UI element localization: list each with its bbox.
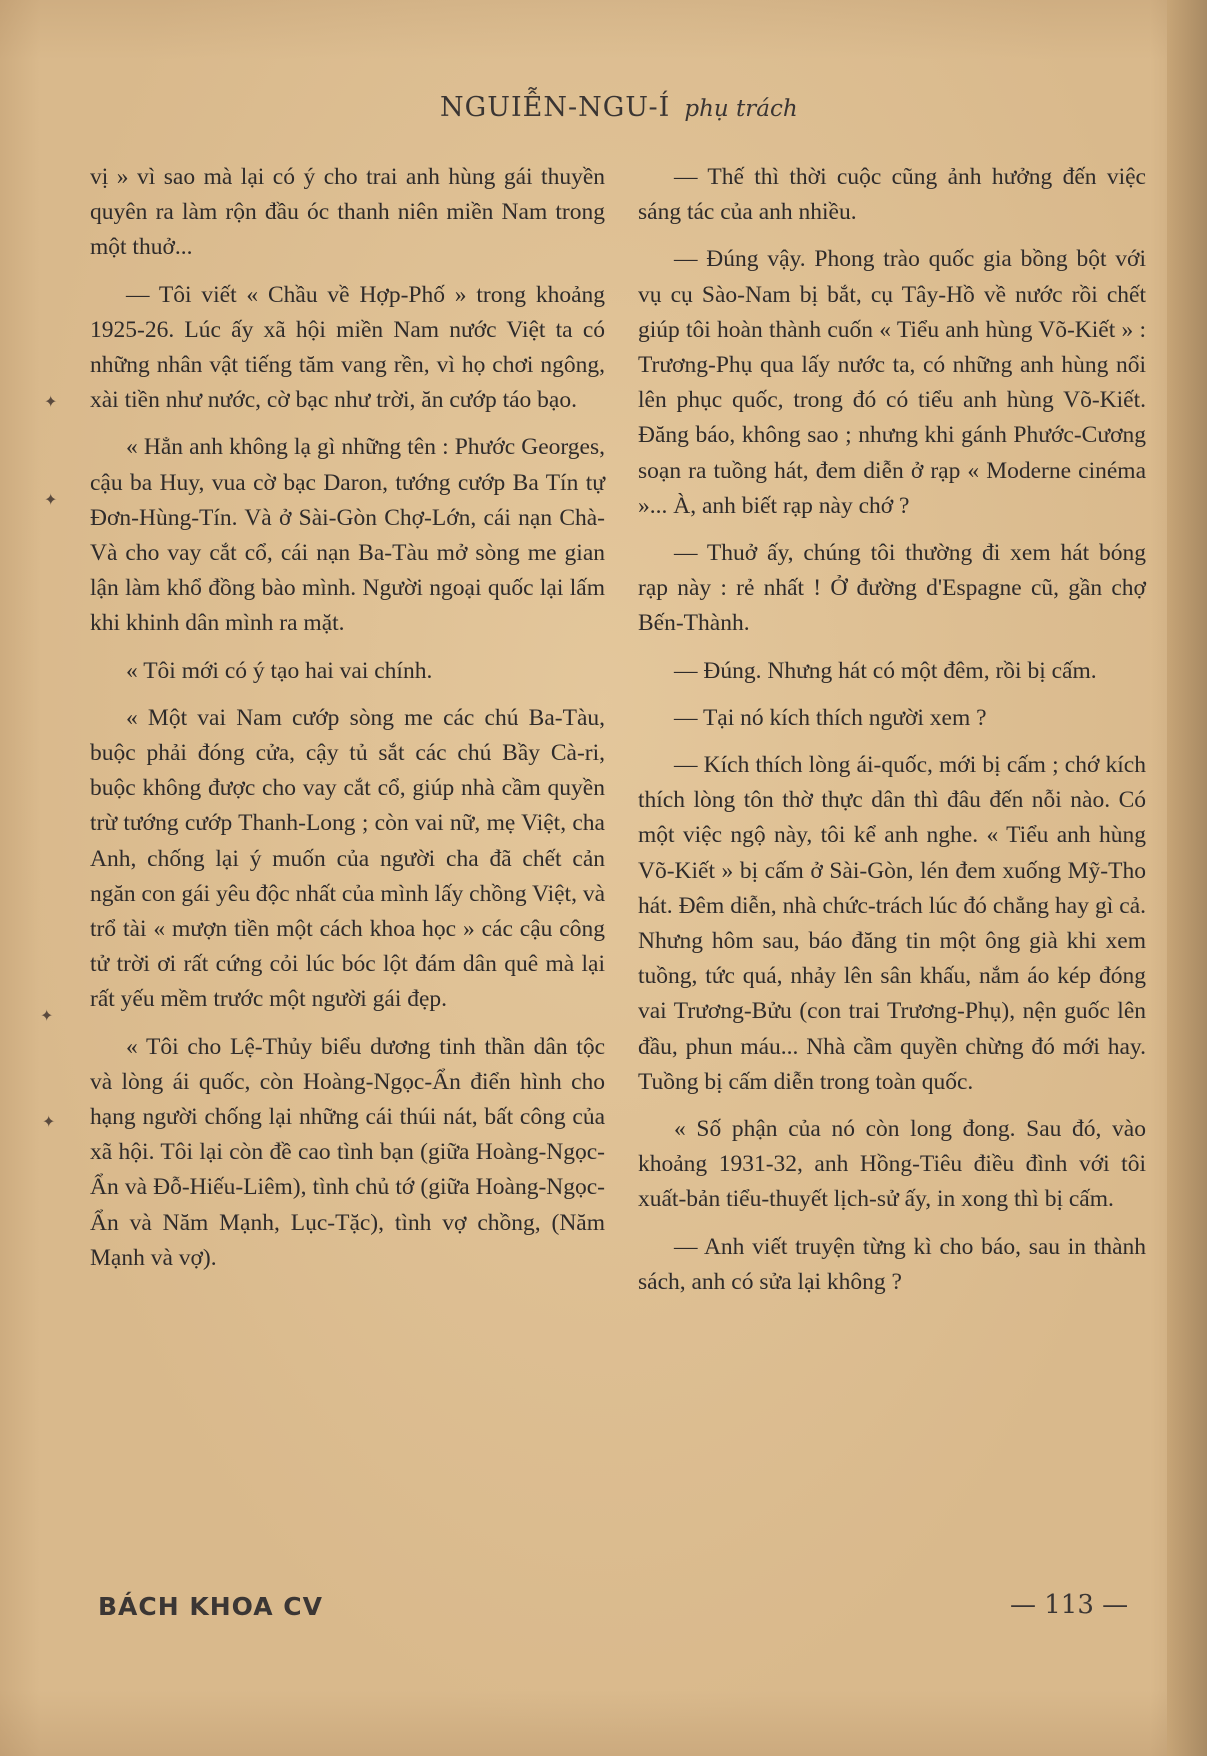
binding-hole-mark: ✦ (44, 490, 58, 509)
left-column (90, 160, 605, 1288)
paragraph: — Đúng. Nhưng hát có một đêm, rồi bị cấm. (674, 657, 1097, 684)
header-subtitle: phụ trách (684, 96, 798, 122)
page-edge (1167, 0, 1207, 1756)
paragraph: « Tôi cho Lệ-Thủy biểu dương tinh thần dân tộc và lòng ái quốc, còn Hoàng-Ngọc-Ẩn điển hình cho hạng người chống lại những cái thúi nát, bất công của xã hội. Tôi lại còn đề cao tình bạn (giữa Hoàng-Ngọc-Ẩn và Đỗ-Hiếu-Liêm), tình chủ tớ (giữa Hoàng-Ngọc-Ẩn và Năm Mạnh, Lục-Tặc), tình vợ chồng, (Năm Mạnh và vợ). (90, 1033, 605, 1271)
paragraph: — Đúng vậy. Phong trào quốc gia bồng bột với vụ cụ Sào-Nam bị bắt, cụ Tây-Hồ về nước rồi chết giúp tôi hoàn thành cuốn « Tiểu anh hùng Võ-Kiết » : Trương-Phụ qua lấy nước ta, có những anh hùng nổi lên phục quốc, trong đó có tiểu anh hùng Võ-Kiết. Đăng báo, không sao ; nhưng khi gánh Phước-Cương soạn ra tuồng hát, đem diễn ở rạp « Moderne cinéma »... À, anh biết rạp này chớ ? (638, 246, 1146, 519)
paragraph: « Hẳn anh không lạ gì những tên : Phước Georges, cậu ba Huy, vua cờ bạc Daron, tướng cướp Ba Tín tự Đơn-Hùng-Tín. Và ở Sài-Gòn Chợ-Lớn, cái nạn Chà-Và cho vay cắt cổ, cái nạn Ba-Tàu mở sòng me gian lận làm khổ đồng bào mình. Người ngoại quốc lại lấm khi khinh dân mình ra mặt. (90, 434, 605, 637)
paragraph: — Kích thích lòng ái-quốc, mới bị cấm ; chớ kích thích lòng tôn thờ thực dân thì đâu đến nỗi nào. Có một việc ngộ này, tôi kể anh nghe. « Tiểu anh hùng Võ-Kiết » bị cấm ở Sài-Gòn, lén đem xuống Mỹ-Tho hát. Đêm diễn, nhà chức-trách lúc đó chẳng hay gì cả. Nhưng hôm sau, báo đăng tin một ông già khi xem tuồng, tức quá, nhảy lên sân khấu, nắm áo kép đóng vai Trương-Bửu (con trai Trương-Phụ), nện guốc lên đầu, phun máu... Nhà cầm quyền chừng đó mới hay. Tuồng bị cấm diễn trong toàn quốc. (638, 752, 1146, 1095)
paragraph: — Thuở ấy, chúng tôi thường đi xem hát bóng rạp này : rẻ nhất ! Ở đường d'Espagne cũ, gần chợ Bến-Thành. (638, 540, 1146, 637)
right-column (638, 160, 1146, 1312)
page-header (440, 92, 940, 123)
paragraph: vị » vì sao mà lại có ý cho trai anh hùng gái thuyền quyên ra làm rộn đầu óc thanh niên miền Nam trong một thuở... (90, 164, 605, 261)
header-title: NGUIỄN-NGU-Í (440, 92, 671, 123)
page-number: — 113 — (1010, 1590, 1129, 1620)
paragraph: — Tôi viết « Chầu về Hợp-Phố » trong khoảng 1925-26. Lúc ấy xã hội miền Nam nước Việt ta có những nhân vật tiếng tăm vang rền, vì họ chơi ngông, xài tiền như nước, cờ bạc như trời, ăn cướp táo bạo. (90, 281, 605, 414)
paragraph: « Số phận của nó còn long đong. Sau đó, vào khoảng 1931-32, anh Hồng-Tiêu điều đình với tôi xuất-bản tiểu-thuyết lịch-sử ấy, in xong thì bị cấm. (638, 1116, 1146, 1213)
paragraph: « Một vai Nam cướp sòng me các chú Ba-Tàu, buộc phải đóng cửa, cậy tủ sắt các chú Bầy Cà-ri, buộc không được cho vay cắt cổ, giúp nhà cầm quyền trừ tướng cướp Thanh-Long ; còn vai nữ, mẹ Việt, cha Anh, chống lại ý muốn của người cha đã chết cản ngăn con gái yêu độc nhất của mình lấy chồng Việt, và trổ tài « mượn tiền một cách khoa học » các cậu công tử trời ơi rất cứng cỏi lúc bóc lột đám dân quê mà lại rất yếu mềm trước một người gái đẹp. (90, 704, 606, 1013)
publication-name: BÁCH KHOA CV (98, 1592, 324, 1621)
paragraph: — Thế thì thời cuộc cũng ảnh hưởng đến việc sáng tác của anh nhiều. (638, 164, 1146, 226)
binding-hole-mark: ✦ (40, 1006, 54, 1025)
paragraph: — Tại nó kích thích người xem ? (674, 704, 987, 731)
binding-hole-mark: ✦ (44, 392, 58, 411)
binding-hole-mark: ✦ (42, 1112, 56, 1131)
paragraph: « Tôi mới có ý tạo hai vai chính. (126, 657, 433, 684)
paragraph: — Anh viết truyện từng kì cho báo, sau in thành sách, anh có sửa lại không ? (638, 1233, 1146, 1295)
